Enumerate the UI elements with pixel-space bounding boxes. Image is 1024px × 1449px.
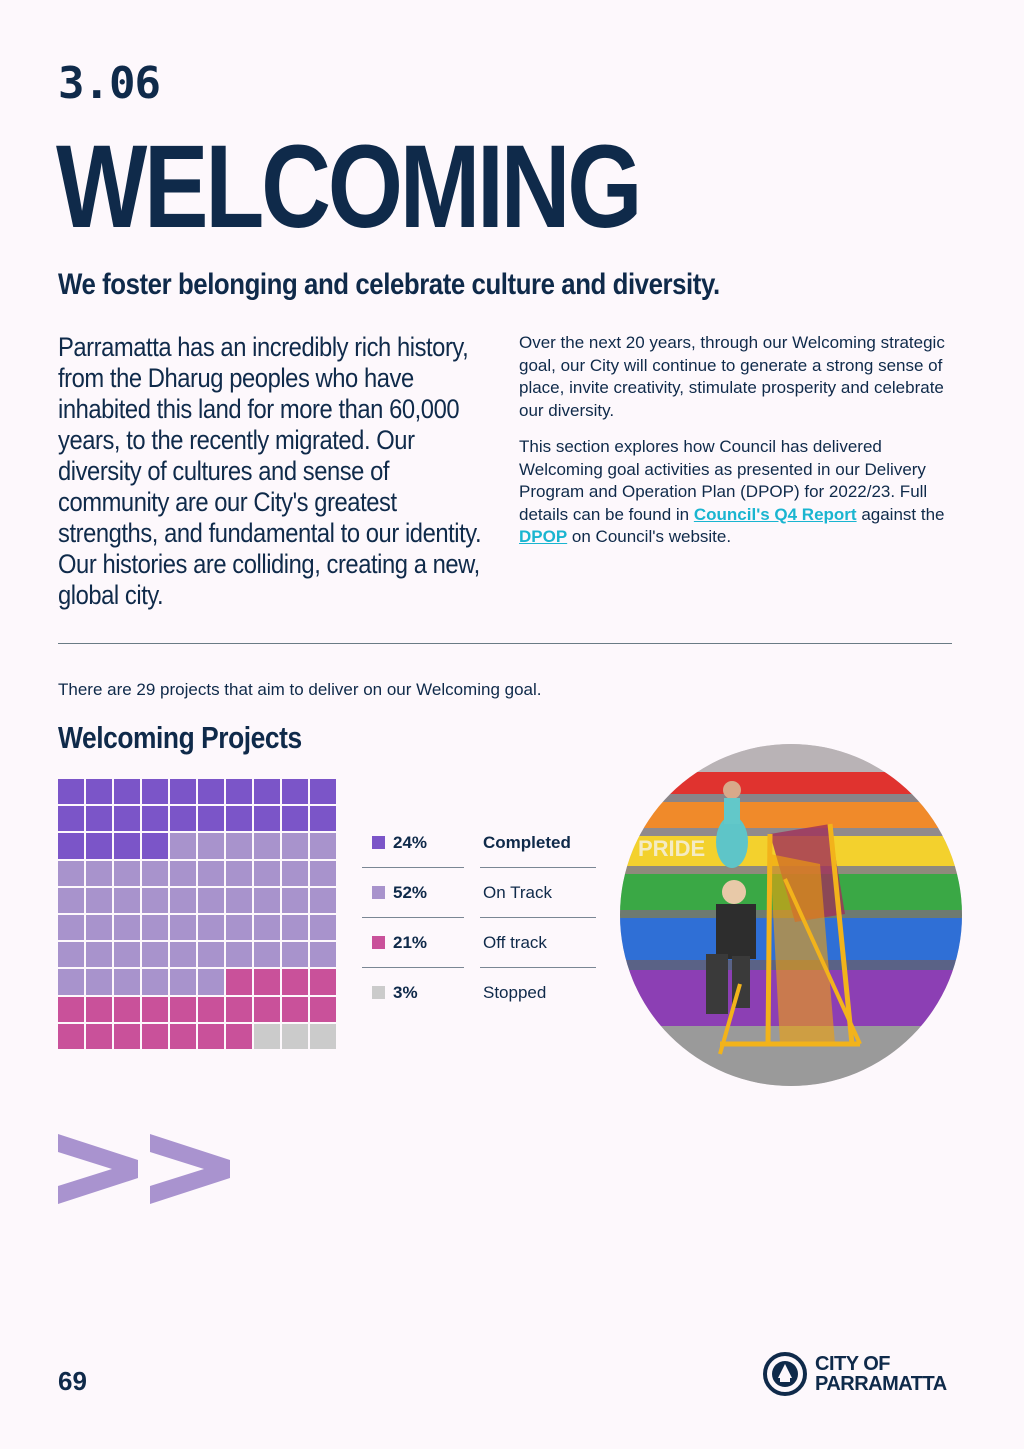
projects-heading: Welcoming Projects [58,720,302,755]
waffle-cell-on-track [142,969,168,994]
waffle-cell-on-track [142,915,168,940]
event-photo [620,744,962,1086]
intro-paragraph: Parramatta has an incredibly rich history, from the Dharug peoples who have inhabited this land for more than 60,000 years, to the recently migrated. Our diversity of cultures and sense of community are our City's greatest strengths, and fundamental to our identity. Our histories are colliding, creating a new, global city. [58,332,482,610]
waffle-cell-on-track [142,861,168,886]
waffle-cell-on-track [254,942,280,967]
waffle-cell-completed [254,779,280,804]
waffle-cell-off-track [114,997,140,1022]
legend-status-label: Completed [483,832,571,852]
details-paragraph [519,436,959,549]
page-title: WELCOMING [56,121,640,253]
waffle-cell-on-track [86,942,112,967]
waffle-cell-completed [310,806,336,831]
waffle-cell-off-track [86,1024,112,1049]
waffle-cell-on-track [310,861,336,886]
waffle-cell-completed [282,806,308,831]
waffle-cell-on-track [310,888,336,913]
waffle-cell-completed [142,779,168,804]
details-text-start: This section explores how Council has delivered Welcoming goal activities as presented in our Delivery Program and Operation Plan (DPOP) for 2022/23. Full details can be found in [519,437,928,524]
legend-swatch [372,836,385,849]
details-text-mid: against the [856,504,945,524]
waffle-cell-on-track [254,833,280,858]
waffle-cell-on-track [114,861,140,886]
waffle-cell-off-track [310,997,336,1022]
waffle-cell-on-track [58,861,84,886]
waffle-cell-on-track [198,969,224,994]
waffle-cell-stopped [254,1024,280,1049]
waffle-cell-on-track [226,915,252,940]
waffle-cell-completed [86,806,112,831]
waffle-cell-completed [198,806,224,831]
waffle-cell-on-track [282,915,308,940]
waffle-cell-off-track [170,1024,196,1049]
waffle-cell-on-track [254,915,280,940]
waffle-cell-off-track [58,1024,84,1049]
waffle-cell-completed [226,779,252,804]
waffle-cell-completed [170,806,196,831]
waffle-cell-completed [254,806,280,831]
waffle-cell-on-track [86,861,112,886]
legend-row [362,818,596,868]
logo-line-2: PARRAMATTA [815,1373,947,1395]
waffle-cell-on-track [86,969,112,994]
waffle-cell-off-track [114,1024,140,1049]
legend-swatch [372,886,385,899]
waffle-cell-on-track [198,861,224,886]
waffle-cell-completed [86,779,112,804]
waffle-cell-on-track [114,915,140,940]
waffle-cell-on-track [282,861,308,886]
city-of-parramatta-logo [763,1352,947,1396]
waffle-cell-completed [114,833,140,858]
legend-row [362,868,596,918]
waffle-cell-off-track [282,969,308,994]
waffle-cell-completed [310,779,336,804]
waffle-cell-completed [58,806,84,831]
waffle-cell-off-track [170,997,196,1022]
right-column [519,332,959,563]
waffle-cell-on-track [142,888,168,913]
waffle-cell-completed [114,806,140,831]
waffle-cell-on-track [226,861,252,886]
waffle-cell-off-track [86,997,112,1022]
waffle-cell-on-track [114,888,140,913]
rainbow-steps-photo [620,744,962,1086]
waffle-cell-on-track [114,969,140,994]
waffle-cell-completed [282,779,308,804]
waffle-cell-on-track [254,888,280,913]
waffle-cell-on-track [170,915,196,940]
waffle-cell-on-track [198,942,224,967]
chart-legend [362,818,596,1017]
waffle-cell-off-track [254,997,280,1022]
chevron-arrows-icon [58,1134,234,1204]
waffle-cell-off-track [282,997,308,1022]
svg-text:PRIDE: PRIDE [638,836,706,861]
waffle-cell-off-track [226,997,252,1022]
waffle-cell-on-track [310,915,336,940]
legend-percentage: 3% [393,982,418,1002]
legend-percentage: 24% [393,832,428,852]
waffle-cell-completed [142,806,168,831]
waffle-cell-off-track [142,997,168,1022]
waffle-cell-on-track [58,942,84,967]
waffle-cell-completed [58,833,84,858]
legend-row [362,918,596,968]
council-seal-icon [763,1352,807,1396]
legend-status-label: On Track [483,882,552,902]
legend-swatch [372,986,385,999]
legend-status-label: Stopped [483,982,547,1002]
waffle-cell-stopped [282,1024,308,1049]
waffle-cell-on-track [142,942,168,967]
waffle-cell-on-track [170,969,196,994]
waffle-cell-on-track [170,888,196,913]
waffle-cell-completed [58,779,84,804]
waffle-cell-completed [142,833,168,858]
legend-status-label: Off track [483,932,547,952]
waffle-cell-completed [170,779,196,804]
legend-row [362,968,596,1017]
legend-percentage: 21% [393,932,428,952]
waffle-cell-on-track [58,969,84,994]
waffle-cell-on-track [198,915,224,940]
dpop-link[interactable]: DPOP [519,527,568,546]
page-subtitle: We foster belonging and celebrate culture and diversity. [58,268,720,301]
section-number: 3.06 [58,58,160,109]
waffle-cell-off-track [142,1024,168,1049]
q4-report-link[interactable]: Council's Q4 Report [693,504,857,524]
waffle-cell-on-track [198,888,224,913]
waffle-cell-on-track [226,833,252,858]
waffle-cell-on-track [310,942,336,967]
waffle-cell-on-track [282,888,308,913]
waffle-cell-stopped [310,1024,336,1049]
project-count-text: There are 29 projects that aim to deliver on our Welcoming goal. [58,680,542,699]
waffle-cell-completed [86,833,112,858]
waffle-cell-off-track [226,1024,252,1049]
legend-percentage: 52% [393,882,428,902]
waffle-cell-on-track [58,915,84,940]
waffle-cell-on-track [226,888,252,913]
legend-swatch [372,936,385,949]
waffle-cell-off-track [310,969,336,994]
waffle-cell-on-track [86,888,112,913]
section-divider [58,643,952,644]
waffle-chart [58,779,334,1054]
waffle-cell-on-track [254,861,280,886]
waffle-cell-on-track [282,942,308,967]
waffle-cell-on-track [86,915,112,940]
waffle-cell-on-track [198,833,224,858]
waffle-cell-on-track [170,833,196,858]
waffle-cell-on-track [58,888,84,913]
strategy-paragraph: Over the next 20 years, through our Welcoming strategic goal, our City will continue to generate a strong sense of place, invite creativity, stimulate prosperity and celebrate our diversity. [519,333,945,420]
waffle-cell-on-track [170,942,196,967]
waffle-cell-off-track [198,1024,224,1049]
waffle-cell-off-track [198,997,224,1022]
waffle-cell-off-track [58,997,84,1022]
logo-line-1: CITY OF [815,1353,891,1375]
waffle-cell-off-track [226,969,252,994]
waffle-cell-completed [226,806,252,831]
waffle-cell-on-track [282,833,308,858]
waffle-cell-on-track [114,942,140,967]
page-number: 69 [58,1366,87,1396]
waffle-cell-on-track [170,861,196,886]
waffle-cell-on-track [226,942,252,967]
waffle-cell-on-track [310,833,336,858]
waffle-cell-off-track [254,969,280,994]
waffle-cell-completed [114,779,140,804]
details-text-end: on Council's website. [567,527,732,546]
waffle-cell-completed [198,779,224,804]
